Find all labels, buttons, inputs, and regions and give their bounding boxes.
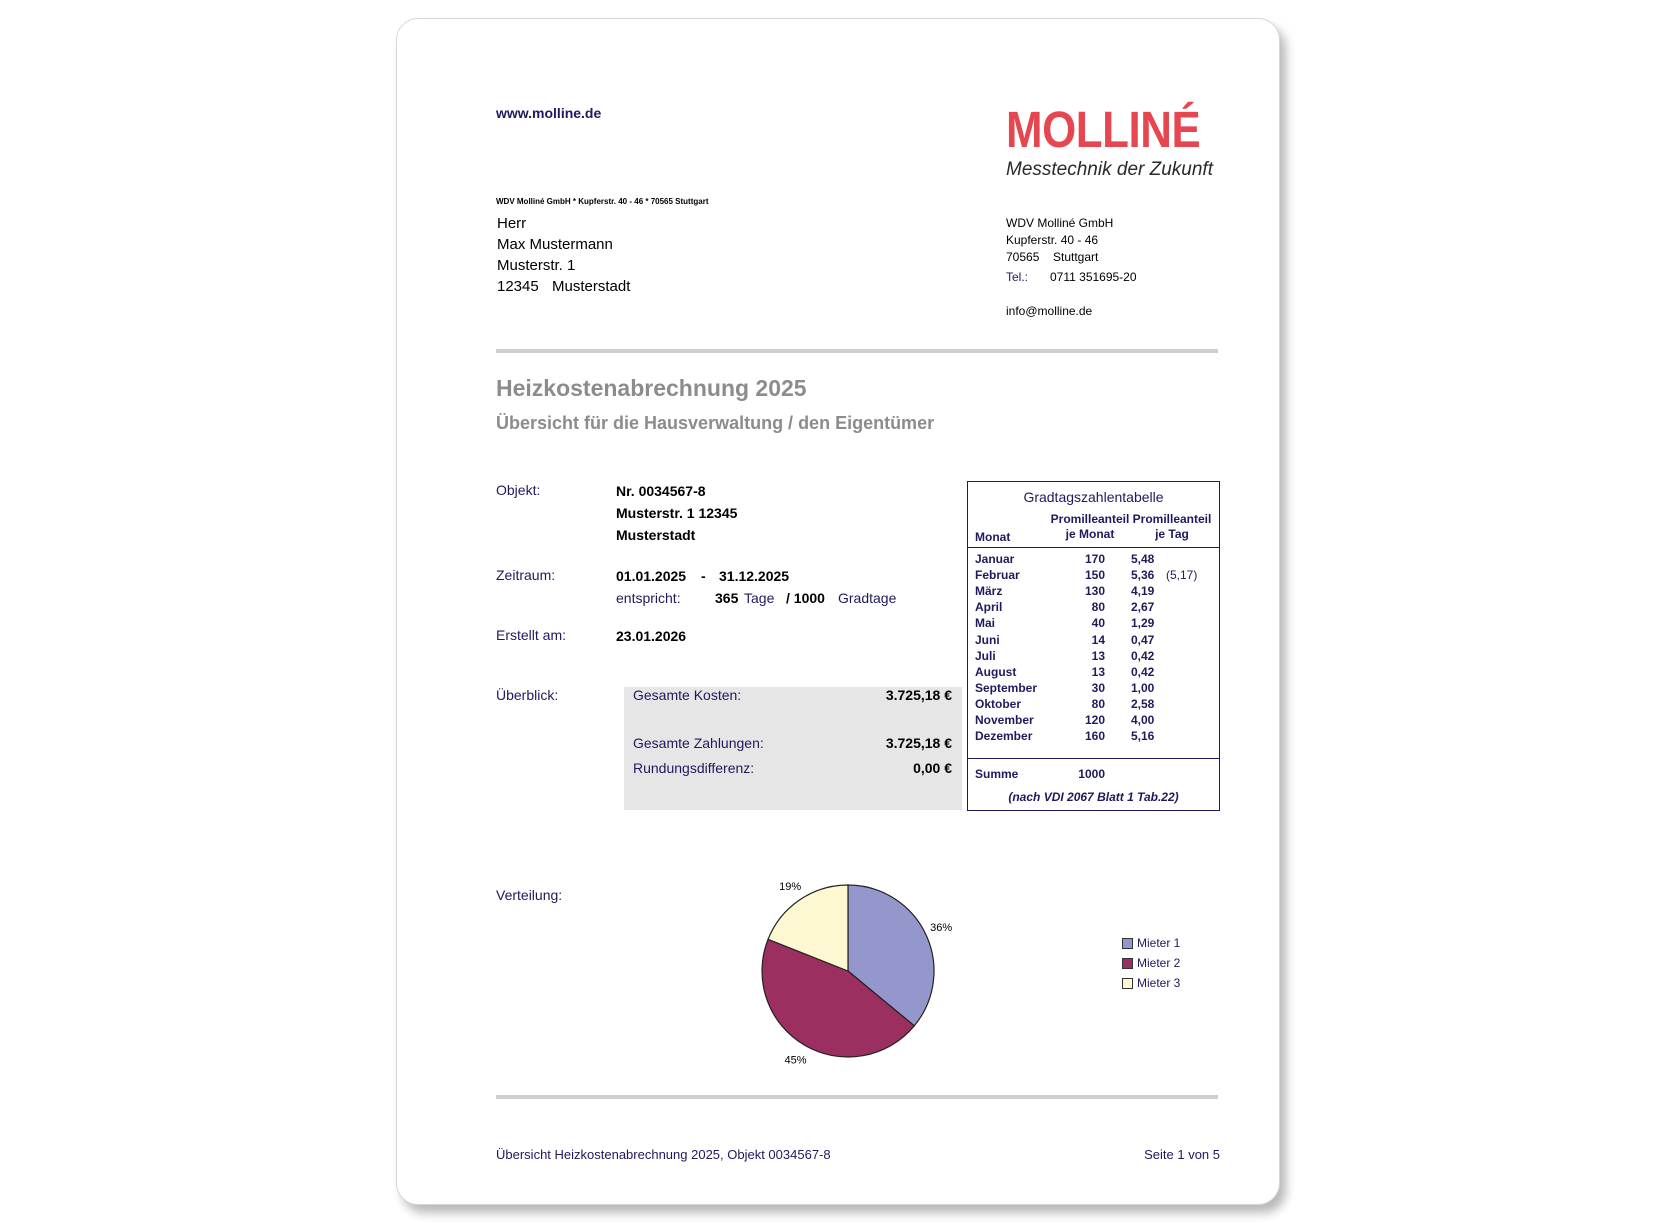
total-payments-label: Gesamte Zahlungen: <box>633 735 764 751</box>
month-cell: Februar <box>975 568 1020 583</box>
month-cell: März <box>975 584 1003 599</box>
promille-month-cell: 120 <box>1084 713 1105 727</box>
sender-email[interactable]: info@molline.de <box>1006 304 1093 318</box>
legend-swatch <box>1122 958 1133 969</box>
legend-label: Mieter 1 <box>1137 936 1181 950</box>
gradtag-row <box>968 649 1219 666</box>
days-value: 365 <box>715 590 739 606</box>
sender-company: WDV Molliné GmbH <box>1006 216 1114 230</box>
legend-item <box>1122 936 1180 956</box>
sender-return-line: WDV Molliné GmbH * Kupferstr. 40 - 46 * 70565 Stuttgart <box>496 197 709 206</box>
objekt-number: Nr. 0034567-8 <box>616 483 706 499</box>
gradtag-table <box>967 481 1220 811</box>
promille-month-cell: 40 <box>1091 616 1105 631</box>
promille-month-cell: 14 <box>1091 632 1105 647</box>
month-cell: Juni <box>975 632 1000 647</box>
page-subtitle: Übersicht für die Hausverwaltung / den Eigentümer <box>496 413 935 433</box>
sender-tel-label: Tel.: <box>1006 270 1029 284</box>
pie-label-1: 36% <box>930 922 953 935</box>
promille-day-cell: 5,36 <box>1131 568 1155 583</box>
legend-swatch <box>1122 938 1133 949</box>
gradtag-row <box>968 600 1219 617</box>
recipient-city: Musterstadt <box>552 278 631 295</box>
promille-day-cell: 2,58 <box>1131 696 1155 711</box>
promille-day-cell: 5,48 <box>1131 552 1155 566</box>
table-header-rule <box>968 547 1219 548</box>
promille-day-cell: 4,00 <box>1131 713 1155 727</box>
erstellt-date: 23.01.2026 <box>616 628 687 644</box>
sum-label: Summe <box>975 767 1019 781</box>
footer-left-text: Übersicht Heizkostenabrechnung 2025, Objekt 0034567-8 <box>496 1147 831 1162</box>
sender-tel[interactable]: 0711 351695-20 <box>1050 270 1137 284</box>
pie-label-2: 45% <box>784 1054 807 1067</box>
promille-month-cell: 170 <box>1084 552 1105 566</box>
website-link[interactable]: www.molline.de <box>496 105 602 121</box>
legend-label: Mieter 3 <box>1137 976 1181 990</box>
page-title: Heizkostenabrechnung 2025 <box>496 375 807 401</box>
gradtage-per: / 1000 <box>786 590 825 606</box>
entspricht-label: entspricht: <box>616 590 681 606</box>
footer-divider <box>496 1095 1218 1099</box>
date-from: 01.01.2025 <box>616 568 687 584</box>
sum-value: 1000 <box>1078 767 1105 781</box>
total-payments-value: 3.725,18 € <box>885 735 952 751</box>
legend-label: Mieter 2 <box>1137 956 1181 970</box>
gradtag-row <box>968 697 1219 714</box>
col-header-pm-2: je Monat <box>1065 527 1115 541</box>
gradtag-row <box>968 729 1219 746</box>
distribution-label: Verteilung: <box>496 887 563 903</box>
legend-swatch <box>1122 978 1133 989</box>
objekt-address-line2: Musterstadt <box>616 527 696 543</box>
chart-legend <box>1122 936 1180 996</box>
promille-day-cell: 0,47 <box>1131 632 1155 647</box>
gradtag-row <box>968 568 1219 585</box>
document-page <box>396 18 1280 1205</box>
distribution-pie-chart <box>717 859 957 1069</box>
rounding-diff-value: 0,00 € <box>913 760 952 776</box>
month-cell: Dezember <box>975 729 1033 744</box>
pie-label-3: 19% <box>779 880 802 893</box>
month-cell: Januar <box>975 552 1015 566</box>
col-header-month: Monat <box>975 530 1011 544</box>
month-cell: Mai <box>975 616 996 631</box>
month-cell: Oktober <box>975 696 1022 711</box>
promille-day-cell: 1,29 <box>1131 616 1155 631</box>
col-header-pd-2: je Tag <box>1155 527 1189 541</box>
objekt-address-line1: Musterstr. 1 12345 <box>616 505 738 521</box>
sender-zip: 70565 <box>1006 250 1040 264</box>
overview-label: Überblick: <box>496 687 559 703</box>
col-header-pm-1: Promilleanteil <box>1050 512 1130 526</box>
promille-day-cell: 0,42 <box>1131 664 1155 679</box>
gradtage-label: Gradtage <box>838 590 897 606</box>
logo-wordmark: MOLLINÉ <box>1006 101 1201 158</box>
header-divider <box>496 349 1218 353</box>
recipient-zip: 12345 <box>497 278 539 295</box>
promille-month-cell: 130 <box>1084 584 1105 599</box>
gradtag-table-title: Gradtagszahlentabelle <box>1023 489 1164 505</box>
promille-day-cell: 4,19 <box>1131 584 1155 599</box>
page-number: Seite 1 von 5 <box>1144 1147 1220 1162</box>
gradtag-row <box>968 616 1219 633</box>
recipient-name: Max Mustermann <box>497 236 613 253</box>
gradtag-row <box>968 584 1219 601</box>
rounding-diff-label: Rundungsdifferenz: <box>633 760 755 776</box>
date-to: 31.12.2025 <box>719 568 790 584</box>
sender-city: Stuttgart <box>1053 250 1099 264</box>
promille-month-cell: 80 <box>1091 600 1105 615</box>
col-header-pd-1: Promilleanteil <box>1132 512 1212 526</box>
month-cell: Juli <box>975 648 996 663</box>
legend-item <box>1122 956 1180 976</box>
promille-month-cell: 13 <box>1091 648 1105 663</box>
promille-month-cell: 150 <box>1084 568 1105 583</box>
promille-month-cell: 13 <box>1091 664 1105 679</box>
total-costs-label: Gesamte Kosten: <box>633 687 742 703</box>
gradtag-row <box>968 681 1219 698</box>
total-costs-value: 3.725,18 € <box>885 687 952 703</box>
month-cell: August <box>975 664 1017 679</box>
gradtag-row <box>968 713 1219 730</box>
promille-day-cell: 2,67 <box>1131 600 1155 615</box>
table-sum-rule <box>968 758 1219 759</box>
promille-month-cell: 30 <box>1091 680 1105 695</box>
month-cell: November <box>975 713 1034 727</box>
promille-day-cell: 5,16 <box>1131 729 1155 744</box>
sender-street: Kupferstr. 40 - 46 <box>1006 233 1099 247</box>
legend-item <box>1122 976 1180 996</box>
days-unit: Tage <box>744 590 775 606</box>
month-cell: April <box>975 600 1003 615</box>
note-cell: (5,17) <box>1166 568 1198 583</box>
objekt-label: Objekt: <box>496 482 541 498</box>
gradtag-row <box>968 633 1219 650</box>
promille-day-cell: 0,42 <box>1131 648 1155 663</box>
logo-tagline: Messtechnik der Zukunft <box>1006 159 1213 180</box>
recipient-street: Musterstr. 1 <box>497 257 576 274</box>
month-cell: September <box>975 680 1038 695</box>
promille-day-cell: 1,00 <box>1131 680 1155 695</box>
date-separator: - <box>701 568 706 584</box>
zeitraum-label: Zeitraum: <box>496 567 556 583</box>
table-footnote: (nach VDI 2067 Blatt 1 Tab.22) <box>1008 790 1179 804</box>
promille-month-cell: 160 <box>1084 729 1105 744</box>
erstellt-label: Erstellt am: <box>496 627 567 643</box>
promille-month-cell: 80 <box>1091 696 1105 711</box>
recipient-salutation: Herr <box>497 215 527 232</box>
gradtag-row <box>968 552 1219 569</box>
gradtag-row <box>968 665 1219 682</box>
